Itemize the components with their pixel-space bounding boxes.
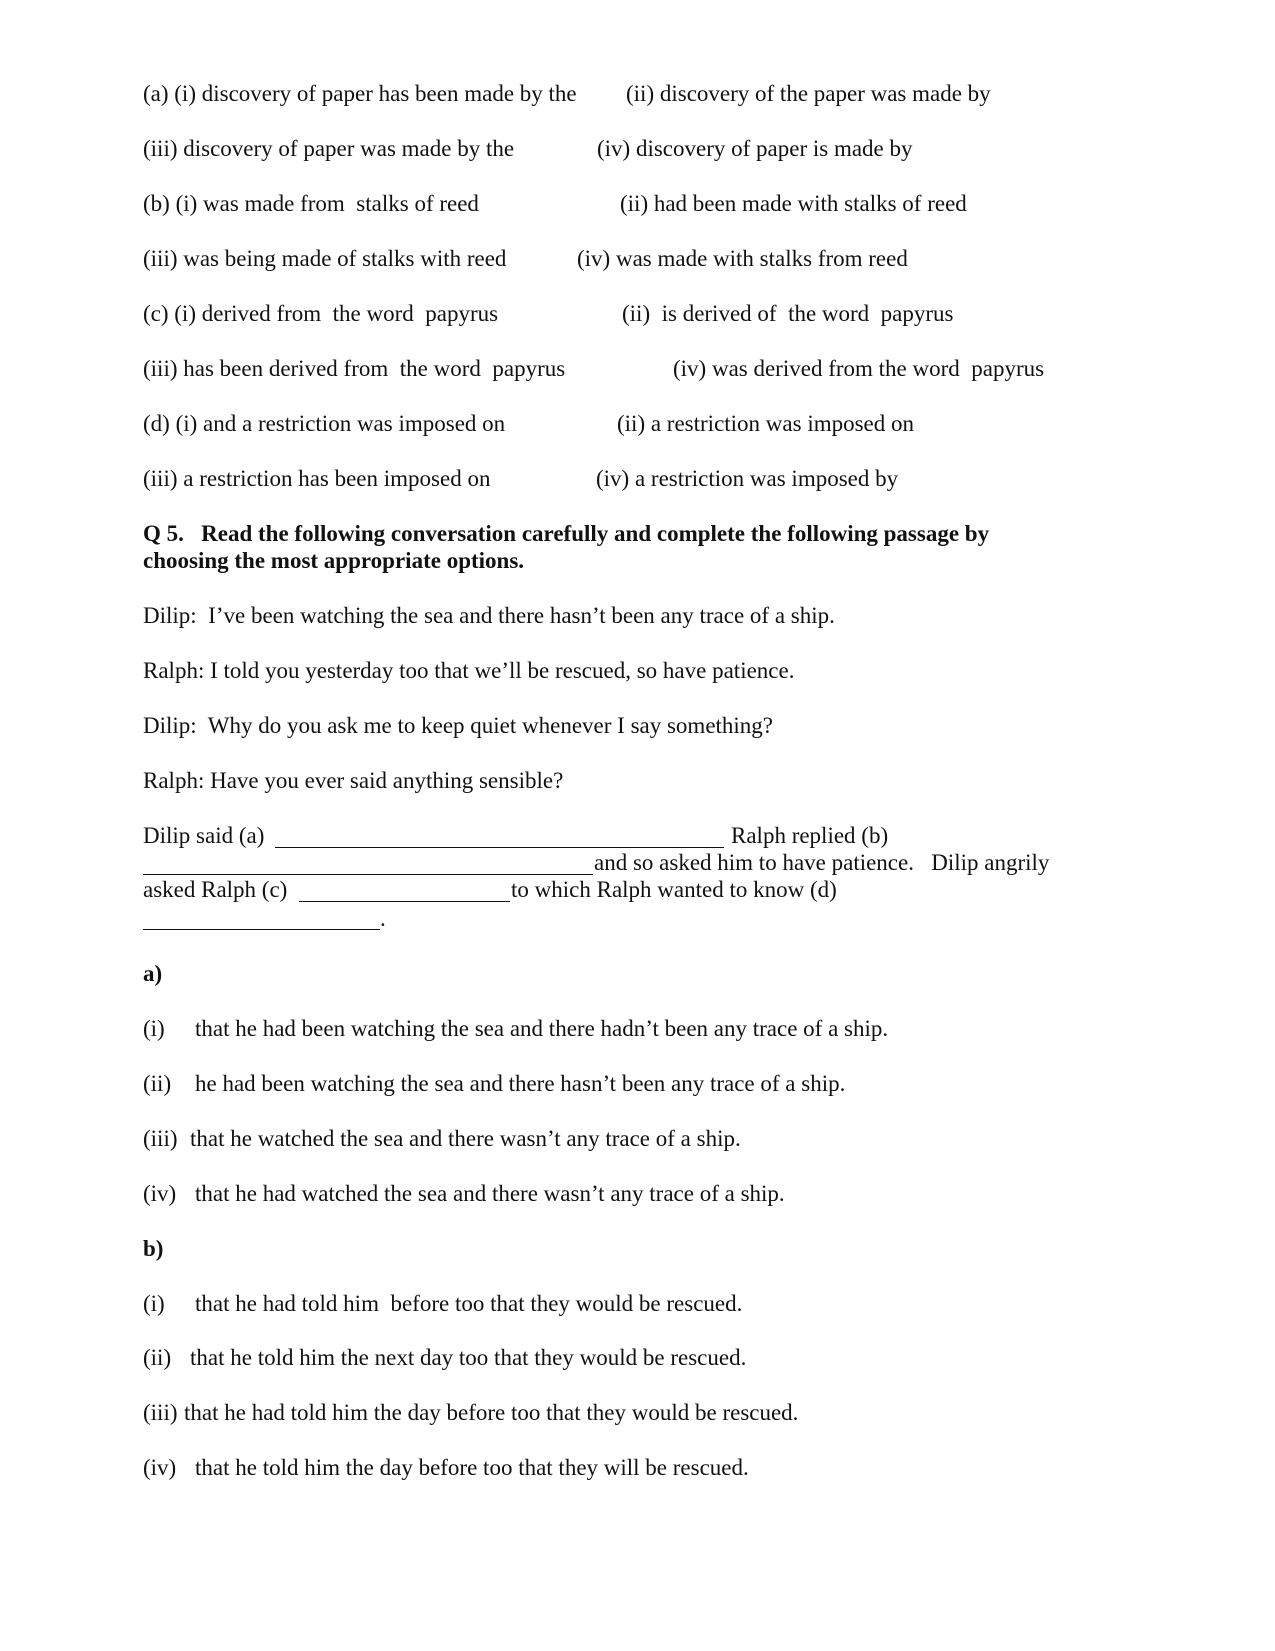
option-c-iii: (iii) has been derived from the word papyrus	[143, 356, 566, 381]
option-b-i: (b) (i) was made from stalks of reed	[143, 191, 479, 216]
passage-text-b-cont: and so asked him to have patience. Dilip angrily	[594, 850, 1050, 875]
q5-heading-line2: choosing the most appropriate options.	[143, 548, 525, 573]
option-text: that he had told him before too that they would be rescued.	[195, 1291, 743, 1316]
option-text: that he had told him the day before too that they would be rescued.	[184, 1400, 799, 1425]
options-b-label: b)	[143, 1236, 164, 1261]
option-text: he had been watching the sea and there hasn’t been any trace of a ship.	[195, 1071, 846, 1096]
option-c-ii: (ii) is derived of the word papyrus	[622, 301, 954, 326]
dialogue-line: Dilip: I’ve been watching the sea and there hasn’t been any trace of a ship.	[143, 603, 835, 628]
passage-text-c: asked Ralph (c)	[143, 877, 288, 902]
option-b-ii: (ii) had been made with stalks of reed	[620, 191, 967, 216]
option-text: that he had watched the sea and there wasn’t any trace of a ship.	[195, 1181, 785, 1206]
option-number: (iv)	[143, 1181, 177, 1206]
option-a-ii: (ii) discovery of the paper was made by	[626, 81, 991, 106]
q5-heading-line1: Q 5. Read the following conversation carefully and complete the following passage by	[143, 521, 990, 546]
option-number: (ii)	[143, 1345, 172, 1370]
option-c-i: (c) (i) derived from the word papyrus	[143, 301, 499, 326]
blank-a[interactable]	[275, 827, 724, 848]
passage-end-period: .	[380, 906, 386, 931]
option-text: that he told him the day before too that they will be rescued.	[195, 1455, 749, 1480]
option-number: (iii)	[143, 1400, 178, 1425]
passage-text-a: Dilip said (a)	[143, 823, 265, 848]
option-a-iv: (iv) discovery of paper is made by	[597, 136, 913, 161]
option-number: (iii)	[143, 1126, 178, 1151]
passage-text-b: Ralph replied (b)	[731, 823, 889, 848]
option-text: that he had been watching the sea and there hadn’t been any trace of a ship.	[195, 1016, 889, 1041]
option-text: that he told him the next day too that they would be rescued.	[190, 1345, 747, 1370]
option-number: (ii)	[143, 1071, 172, 1096]
option-number: (i)	[143, 1016, 165, 1041]
option-number: (iv)	[143, 1455, 177, 1480]
blank-d[interactable]	[143, 909, 380, 930]
option-text: that he watched the sea and there wasn’t any trace of a ship.	[190, 1126, 741, 1151]
option-d-iv: (iv) a restriction was imposed by	[596, 466, 899, 491]
option-b-iv: (iv) was made with stalks from reed	[577, 246, 908, 271]
dialogue-line: Ralph: I told you yesterday too that we’ll be rescued, so have patience.	[143, 658, 795, 683]
option-number: (i)	[143, 1291, 165, 1316]
option-d-iii: (iii) a restriction has been imposed on	[143, 466, 491, 491]
blank-c[interactable]	[299, 881, 510, 902]
option-c-iv: (iv) was derived from the word papyrus	[673, 356, 1045, 381]
passage-text-d: to which Ralph wanted to know (d)	[511, 877, 837, 902]
option-a-i: (a) (i) discovery of paper has been made by the	[143, 81, 577, 106]
option-a-iii: (iii) discovery of paper was made by the	[143, 136, 515, 161]
dialogue-line: Ralph: Have you ever said anything sensible?	[143, 768, 564, 793]
option-d-ii: (ii) a restriction was imposed on	[617, 411, 915, 436]
dialogue-line: Dilip: Why do you ask me to keep quiet whenever I say something?	[143, 713, 774, 738]
options-a-label: a)	[143, 961, 163, 986]
option-b-iii: (iii) was being made of stalks with reed	[143, 246, 507, 271]
blank-b[interactable]	[143, 854, 593, 875]
option-d-i: (d) (i) and a restriction was imposed on	[143, 411, 506, 436]
